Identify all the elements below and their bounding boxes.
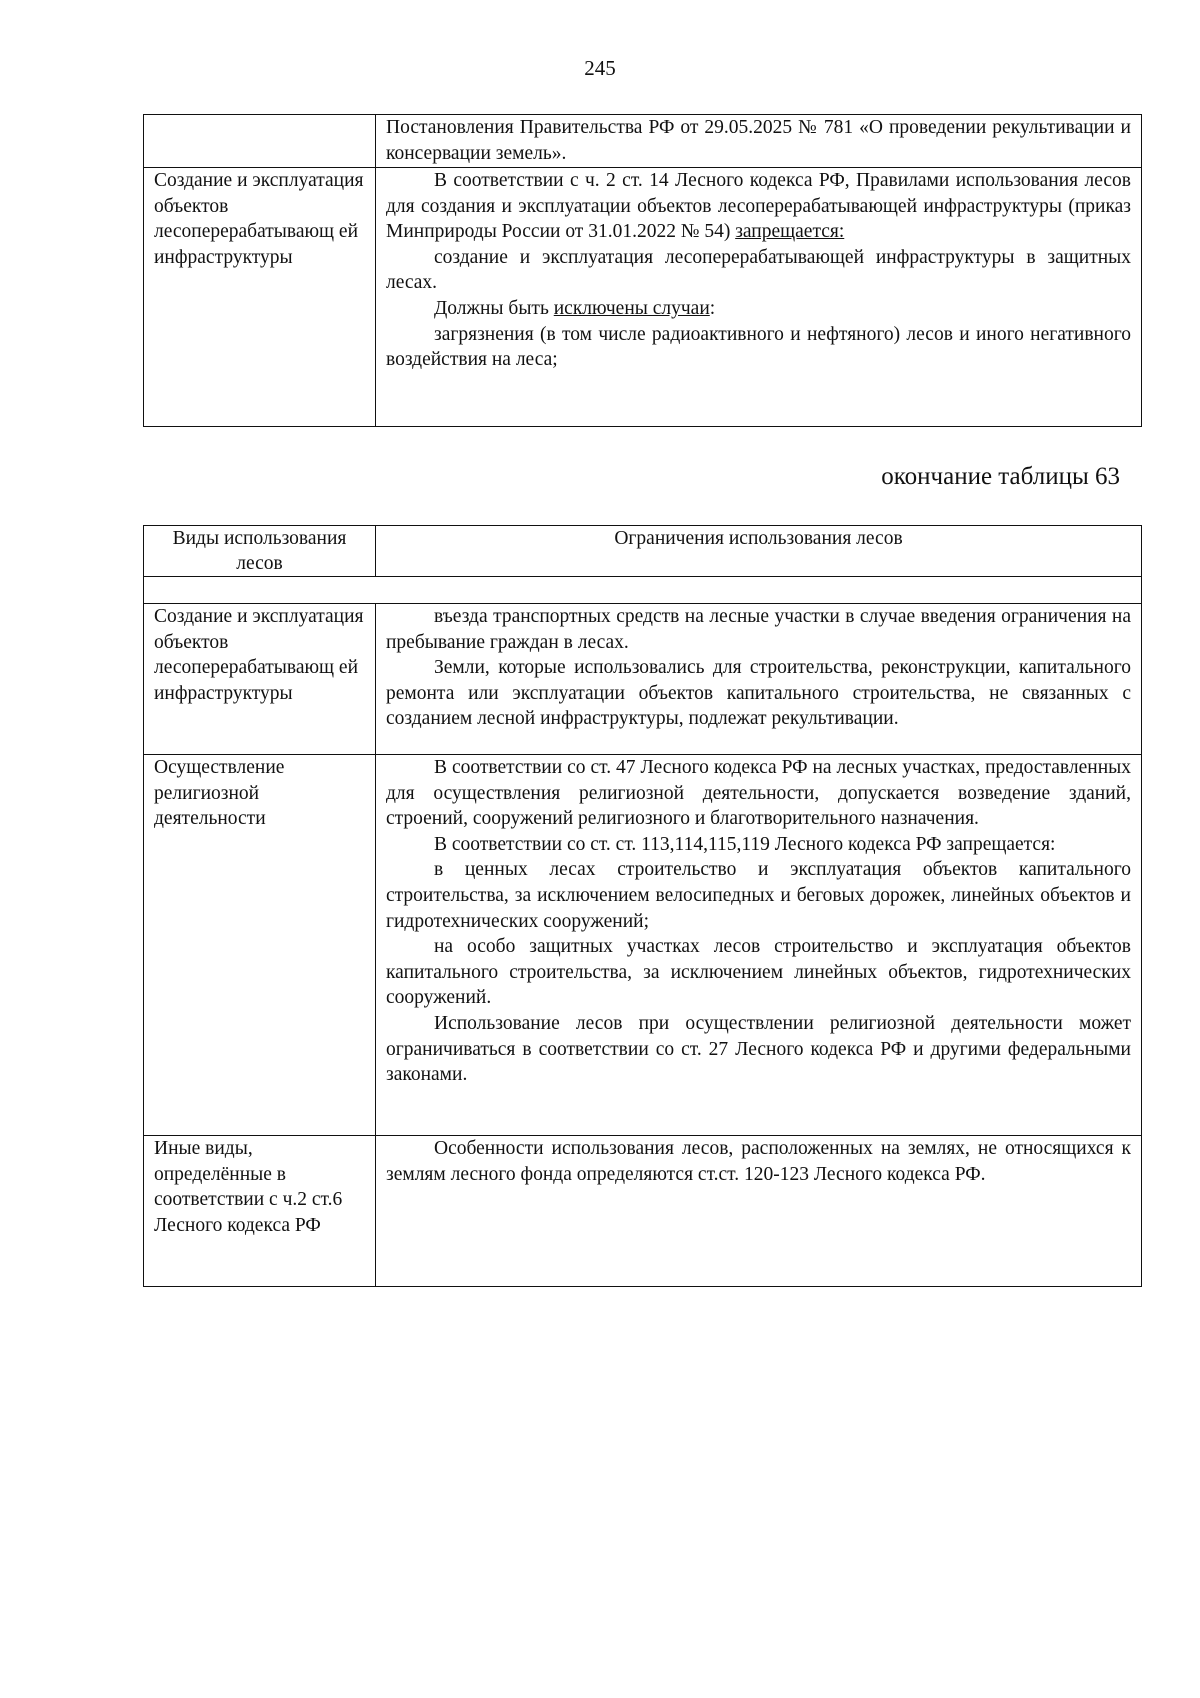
restriction-cell bbox=[376, 1136, 1142, 1287]
paragraph-text: въезда транспортных средств на лесные участки в случае введения ограничения на пребывание граждан в лесах. bbox=[386, 606, 1131, 653]
usage-type-cell: Иные виды, определённые в соответствии с ч.2 ст.6 Лесного кодекса РФ bbox=[144, 1136, 376, 1287]
restriction-paragraph bbox=[386, 1011, 1131, 1088]
underlined-text: запрещается: bbox=[735, 221, 845, 243]
restriction-paragraph bbox=[386, 755, 1131, 832]
underlined-text: исключены случаи bbox=[553, 297, 710, 319]
table-row bbox=[144, 604, 1142, 755]
table-header-row bbox=[144, 526, 1142, 577]
table-row bbox=[144, 115, 1142, 168]
paragraph-text: Особенности использования лесов, расположенных на землях, не относящихся к землям лесного фонда определяются ст.ст. 120-123 Лесного кодекса РФ. bbox=[386, 1138, 1131, 1185]
restriction-cell bbox=[376, 115, 1142, 168]
paragraph-text: В соответствии со ст. ст. 113,114,115,119 Лесного кодекса РФ запрещается: bbox=[434, 833, 1056, 855]
paragraph-text: создание и эксплуатация лесоперерабатывающей инфраструктуры в защитных лесах. bbox=[386, 246, 1131, 294]
paragraph-text: Использование лесов при осуществлении религиозной деятельности может ограничиваться в соответствии со ст. 27 Лесного кодекса РФ и другими федеральными законами. bbox=[386, 1012, 1131, 1086]
restriction-paragraph bbox=[386, 1136, 1131, 1187]
spacer-cell bbox=[144, 577, 1142, 604]
header-restrictions: Ограничения использования лесов bbox=[376, 526, 1142, 577]
restriction-cell bbox=[376, 168, 1142, 427]
table-main-body bbox=[144, 577, 1142, 1287]
restrictions-table-top bbox=[143, 114, 1142, 427]
restriction-paragraph bbox=[386, 655, 1131, 732]
restriction-paragraph bbox=[386, 857, 1131, 934]
table-top-body bbox=[144, 115, 1142, 427]
restriction-paragraph bbox=[386, 245, 1131, 296]
restriction-paragraph bbox=[386, 168, 1131, 245]
table-row bbox=[144, 755, 1142, 1136]
spacer-row bbox=[144, 577, 1142, 604]
restrictions-table-main bbox=[143, 525, 1142, 1287]
paragraph-text: в ценных лесах строительство и эксплуатация объектов капитального строительства, за исключением велосипедных и беговых дорожек, линейных объектов и гидротехнических сооружений; bbox=[386, 859, 1131, 932]
paragraph-text: : bbox=[709, 297, 716, 319]
page-number: 245 bbox=[584, 56, 616, 80]
paragraph-text: В соответствии с ч. 2 ст. 14 Лесного кодекса РФ, Правилами использования лесов для создания и эксплуатации объектов лесоперерабатывающей инфраструктуры (приказ Минприроды России от 31.01.2022 № 54) bbox=[386, 170, 1131, 243]
table-row bbox=[144, 168, 1142, 427]
restriction-cell bbox=[376, 604, 1142, 755]
restriction-paragraph bbox=[386, 296, 1131, 322]
restriction-paragraph bbox=[386, 322, 1131, 373]
header-usage-types: Виды использования лесов bbox=[144, 526, 376, 577]
paragraph-text: Должны быть bbox=[434, 297, 554, 319]
paragraph-text: Земли, которые использовались для строительства, реконструкции, капитального ремонта или эксплуатации объектов капитального строительства, не связанных с созданием лесной инфраструктуры, подлежат рекультивации. bbox=[386, 657, 1131, 730]
restriction-paragraph bbox=[386, 934, 1131, 1011]
paragraph-text: загрязнения (в том числе радиоактивного и нефтяного) лесов и иного негативного воздействия на леса; bbox=[386, 323, 1131, 371]
usage-type-cell: Осуществление религиозной деятельности bbox=[144, 755, 376, 1136]
paragraph-text: на особо защитных участках лесов строительство и эксплуатация объектов капитального строительства, за исключением линейных объектов, гидротехнических сооружений. bbox=[386, 936, 1131, 1009]
usage-type-cell: Создание и эксплуатация объектов лесоперерабатывающ ей инфраструктуры bbox=[144, 168, 376, 427]
usage-type-cell bbox=[144, 115, 376, 168]
table-row bbox=[144, 1136, 1142, 1287]
restriction-paragraph bbox=[386, 604, 1131, 655]
restriction-paragraph bbox=[386, 832, 1131, 858]
paragraph-text: Постановления Правительства РФ от 29.05.2025 № 781 «О проведении рекультивации и консервации земель». bbox=[386, 117, 1131, 164]
paragraph-text: В соответствии со ст. 47 Лесного кодекса РФ на лесных участках, предоставленных для осуществления религиозной деятельности, допускается возведение зданий, строений, сооружений религиозного и благотворительного назначения. bbox=[386, 757, 1131, 830]
usage-type-cell: Создание и эксплуатация объектов лесоперерабатывающ ей инфраструктуры bbox=[144, 604, 376, 755]
table-continuation-label: окончание таблицы 63 bbox=[881, 463, 1120, 490]
restriction-cell bbox=[376, 755, 1142, 1136]
restriction-paragraph bbox=[386, 115, 1131, 166]
